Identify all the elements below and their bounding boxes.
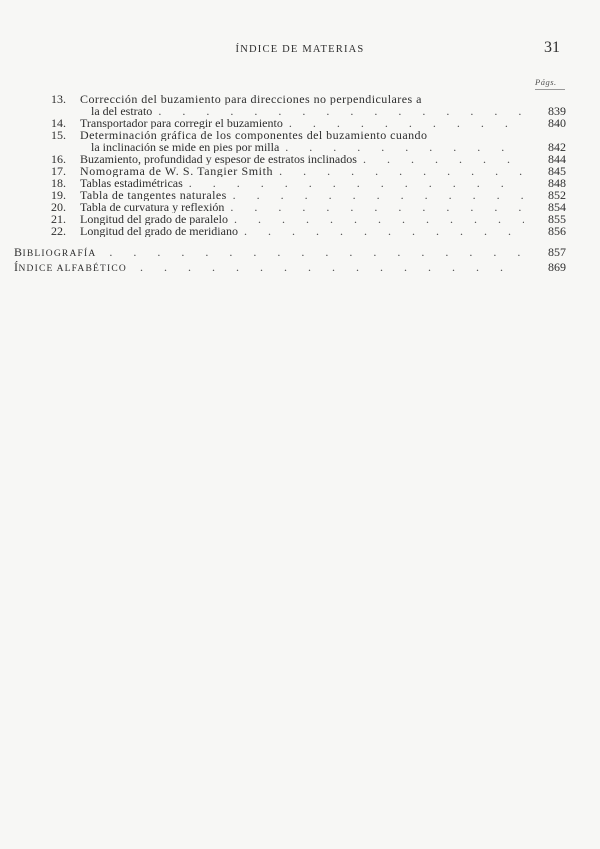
entry-title-line2: la del estrato .: [91, 105, 524, 117]
page-number: 31: [544, 39, 560, 56]
dot-leader: [127, 261, 524, 273]
entry-title: Longitud del grado de paralelo .: [80, 213, 524, 225]
entry-page: 845: [548, 164, 566, 178]
entry-number: 22.: [51, 224, 66, 238]
dot-leader: [152, 105, 524, 117]
dot-leader: [283, 117, 524, 129]
entry-page: 840: [548, 116, 566, 130]
dot-leader: [183, 177, 524, 189]
entry-number: 13.: [51, 92, 66, 106]
dot-leader: [273, 165, 524, 177]
entry-number: 15.: [51, 128, 66, 142]
dot-leader: [228, 213, 524, 225]
dot-leader: [227, 189, 524, 201]
entry-title: Transportador para corregir el buzamiento .: [80, 117, 524, 129]
section-title: BIBLIOGRAFÍA .: [14, 246, 524, 260]
entry-number: 19.: [51, 188, 66, 202]
entry-title: Tabla de tangentes naturales .: [80, 189, 524, 201]
section-page: 869: [548, 260, 566, 274]
entry-title: Longitud del grado de meridiano .: [80, 225, 524, 237]
entry-title-line2: la inclinación se mide en pies por milla .: [91, 141, 524, 153]
entry-page: 844: [548, 152, 566, 166]
entry-page: 855: [548, 212, 566, 226]
dot-leader: [357, 153, 524, 165]
entry-number: 16.: [51, 152, 66, 166]
entry-number: 21.: [51, 212, 66, 226]
running-header: ÍNDICE DE MATERIAS: [235, 44, 365, 55]
entry-title: Tabla de curvatura y reflexión .: [80, 201, 524, 213]
entry-page: 842: [548, 140, 566, 154]
dot-leader: [224, 201, 524, 213]
entry-page: 848: [548, 176, 566, 190]
entry-page: 854: [548, 200, 566, 214]
dot-leader: [238, 225, 524, 237]
entry-title-line1: Corrección del buzamiento para direcciones no perpendiculares a: [80, 93, 422, 105]
section-title: ÍNDICE ALFABÉTICO .: [14, 261, 524, 275]
entry-title: Nomograma de W. S. Tangier Smith .: [80, 165, 524, 177]
entry-title-line1: Determinación gráfica de los componentes del buzamiento cuando: [80, 129, 428, 141]
entry-title: Tablas estadimétricas .: [80, 177, 524, 189]
entry-page: 852: [548, 188, 566, 202]
entry-number: 18.: [51, 176, 66, 190]
dot-leader: [279, 141, 524, 153]
entry-title: Buzamiento, profundidad y espesor de estratos inclinados .: [80, 153, 524, 165]
entry-page: 856: [548, 224, 566, 238]
section-page: 857: [548, 245, 566, 259]
dot-leader: [96, 246, 524, 258]
pages-column-label: Págs.: [535, 77, 557, 87]
pages-column-rule: [535, 89, 565, 90]
entry-page: 839: [548, 104, 566, 118]
entry-number: 20.: [51, 200, 66, 214]
entry-number: 17.: [51, 164, 66, 178]
entry-number: 14.: [51, 116, 66, 130]
